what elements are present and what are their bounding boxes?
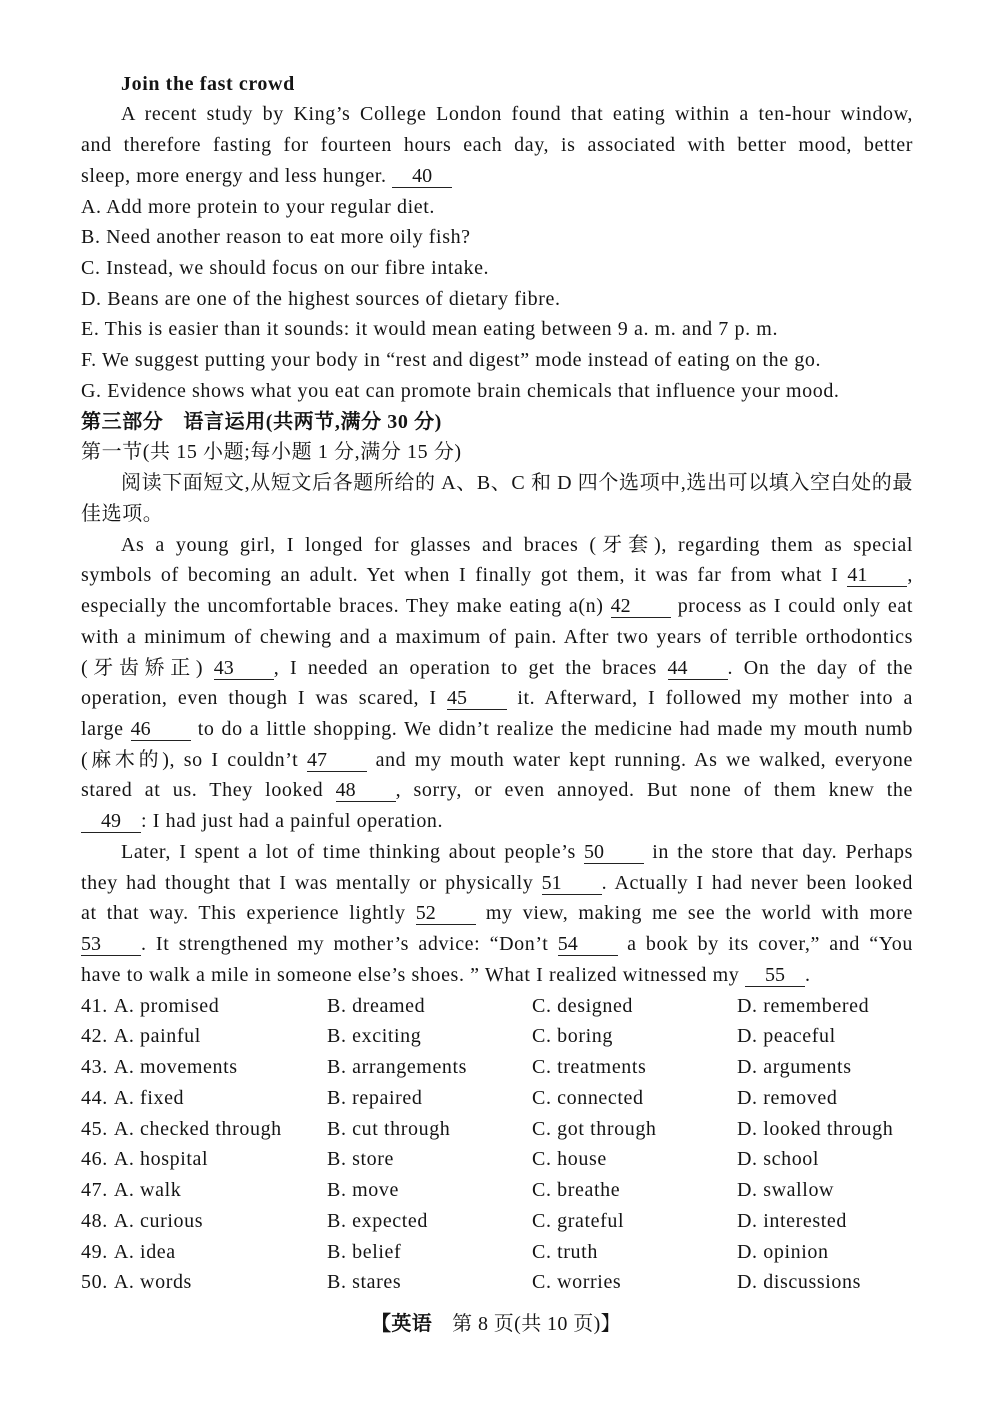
question-first-cell [81, 1175, 327, 1206]
answer-blank: 45 [447, 687, 507, 710]
choice-option: D. arguments [737, 1056, 852, 1079]
question-first-cell [81, 991, 327, 1022]
question-number: 47. [81, 1179, 108, 1202]
question-first-cell [81, 1052, 327, 1083]
choice-option: B. arrangements [327, 1056, 468, 1079]
choice-option: A. walk [113, 1179, 182, 1202]
answer-blank: 48 [336, 779, 396, 802]
cloze-passage-line [81, 530, 913, 561]
instruction-text: 阅读下面短文,从短文后各题所给的 A、B、C 和 D 四个选项中,选出可以填入空白处的最 [121, 472, 913, 495]
footer-page-number: 第 8 页(共 10 页)】 [452, 1313, 622, 1335]
answer-blank: 46 [131, 718, 191, 741]
cloze-passage [81, 530, 913, 991]
question-number: 49. [81, 1240, 108, 1263]
question-row [81, 1206, 913, 1237]
question-first-cell [81, 1083, 327, 1114]
cloze-passage-text: (牙齿矫正) [81, 656, 214, 679]
answer-blank: 54 [558, 933, 618, 956]
part-three-heading [81, 407, 913, 438]
choice-option: D. peaceful [737, 1025, 836, 1048]
answer-option: E. This is easier than it sounds: it would mean eating between 9 a. m. and 7 p. m. [81, 318, 779, 341]
choice-option: D. swallow [737, 1179, 835, 1202]
page-footer [0, 1309, 992, 1339]
choice-option: B. exciting [327, 1025, 422, 1048]
question-row [81, 1052, 913, 1083]
answer-option: C. Instead, we should focus on our fibre intake. [81, 257, 490, 279]
cloze-passage-text: . Actually I had never been looked [601, 871, 913, 894]
cloze-passage-text: have to walk a mile in someone else’s shoes. ” What I realized witnessed my [81, 963, 745, 986]
choice-option: A. promised [113, 994, 220, 1017]
cloze-passage-text: to do a little shopping. We didn’t realize the medicine had made my mouth numb [190, 718, 913, 741]
cloze-passage-line [81, 929, 913, 960]
cloze-passage-text: and my mouth water kept running. As we walked, everyone [366, 748, 913, 771]
question-row [81, 991, 913, 1022]
choice-option: D. school [737, 1148, 820, 1171]
answer-blank: 41 [847, 564, 907, 587]
cloze-passage-text: As a young girl, I longed for glasses and braces (牙套), regarding them as special [121, 533, 913, 556]
cloze-passage-line [81, 745, 913, 776]
answer-blank: 43 [214, 657, 274, 680]
cloze-passage-text: my view, making me see the world with more [475, 902, 914, 925]
cloze-passage-text: stared at us. They looked [81, 779, 336, 802]
choice-option: A. idea [113, 1240, 176, 1263]
instruction-line [81, 468, 913, 499]
answer-option: D. Beans are one of the highest sources of dietary fibre. [81, 287, 561, 310]
cloze-passage-line [81, 868, 913, 899]
question-row [81, 1267, 913, 1298]
choice-option: B. move [327, 1179, 399, 1202]
question-first-cell [81, 1144, 327, 1175]
instructions [81, 468, 913, 529]
question-number: 48. [81, 1209, 108, 1232]
question-row [81, 1083, 913, 1114]
answer-blank: 44 [668, 657, 728, 680]
answer-blank: 49 [81, 810, 141, 833]
cloze-passage-text: . It strengthened my mother’s advice: “Don’t [141, 933, 558, 956]
cloze-passage-text: operation, even though I was scared, I [81, 687, 448, 710]
choice-option: D. discussions [737, 1271, 861, 1294]
cloze-passage-text: . [804, 963, 811, 986]
question-number: 43. [81, 1056, 108, 1079]
choice-option: C. connected [532, 1086, 644, 1109]
reading-passage-line [81, 130, 913, 161]
cloze-passage-text: (麻木的), so I couldn’t [81, 748, 307, 771]
choice-option: A. words [113, 1271, 192, 1294]
cloze-passage-line [81, 775, 913, 806]
choice-option: C. breathe [532, 1179, 621, 1202]
answer-option: A. Add more protein to your regular diet. [81, 195, 435, 218]
answer-blank: 51 [542, 872, 602, 895]
exam-page-content [81, 69, 913, 1298]
answer-option: G. Evidence shows what you eat can promote brain chemicals that influence your mood. [81, 379, 840, 402]
choice-option: B. dreamed [327, 994, 426, 1017]
question-row [81, 1237, 913, 1268]
reading-passage-text: A recent study by King’s College London found that eating within a ten-hour window, [121, 103, 913, 126]
answer-blank: 42 [611, 595, 671, 618]
question-number: 50. [81, 1271, 108, 1294]
choice-option: A. hospital [113, 1148, 209, 1171]
choice-option: A. checked through [113, 1117, 282, 1140]
choice-option: B. store [327, 1148, 395, 1171]
choice-option: D. interested [737, 1209, 847, 1232]
cloze-passage-line [81, 837, 913, 868]
question-first-cell [81, 1206, 327, 1237]
question-number: 42. [81, 1025, 108, 1048]
cloze-passage-text: , I needed an operation to get the braces [273, 656, 668, 679]
choice-option: C. treatments [532, 1056, 647, 1079]
reading-section-title: Join the fast crowd [121, 72, 295, 95]
cloze-passage-line [81, 714, 913, 745]
choice-option: B. belief [327, 1240, 402, 1263]
cloze-passage-text: in the store that day. Perhaps [644, 840, 913, 863]
reading-passage-text: and therefore fasting for fourteen hours each day, is associated with better mood, better [81, 134, 913, 157]
answer-blank: 40 [392, 165, 452, 188]
footer-subject: 【英语 [370, 1313, 433, 1335]
choice-option: A. painful [113, 1025, 201, 1048]
choice-option: A. curious [113, 1209, 204, 1232]
reading-passage-text: sleep, more energy and less hunger. [81, 164, 393, 187]
cloze-passage-text: it. Afterward, I followed my mother into a [507, 687, 913, 710]
reading-passage-line [81, 161, 913, 192]
question-number: 45. [81, 1117, 108, 1140]
cloze-passage-text: symbols of becoming an adult. Yet when I finally got them, it was far from what I [81, 564, 848, 587]
cloze-passage-text: they had thought that I was mentally or physically [81, 871, 542, 894]
choice-option: C. got through [532, 1117, 657, 1140]
cloze-passage-text: . On the day of the [727, 656, 913, 679]
answer-blank: 52 [416, 902, 476, 925]
question-first-cell [81, 1021, 327, 1052]
question-first-cell [81, 1114, 327, 1145]
reading-passage-line [81, 99, 913, 130]
cloze-passage-text: , [907, 564, 913, 587]
answer-option: F. We suggest putting your body in “rest and digest” mode instead of eating on the go. [81, 349, 822, 372]
question-first-cell [81, 1267, 327, 1298]
cloze-passage-line [81, 683, 913, 714]
choice-option: C. grateful [532, 1209, 625, 1232]
cloze-passage-text: , sorry, or even annoyed. But none of them knew the [395, 779, 913, 802]
cloze-passage-text: a book by its cover,” and “You [617, 933, 913, 956]
question-row [81, 1114, 913, 1145]
answer-blank: 50 [584, 841, 644, 864]
cloze-passage-line [81, 560, 913, 591]
cloze-passage-text: large [81, 718, 131, 741]
instruction-text: 佳选项。 [81, 502, 164, 525]
cloze-passage-text: especially the uncomfortable braces. They make eating a(n) [81, 595, 611, 618]
answer-blank: 47 [307, 749, 367, 772]
choice-option: C. boring [532, 1025, 613, 1048]
question-first-cell [81, 1237, 327, 1268]
choice-option: B. repaired [327, 1086, 423, 1109]
reading-passage [81, 99, 913, 191]
cloze-passage-text: at that way. This experience lightly [81, 902, 416, 925]
choice-option: C. designed [532, 994, 634, 1017]
cloze-passage-line [81, 622, 913, 653]
cloze-passage-text: Later, I spent a lot of time thinking about people’s [121, 840, 585, 863]
answer-blank: 53 [81, 933, 141, 956]
choice-option: B. stares [327, 1271, 402, 1294]
choice-option: A. movements [113, 1056, 238, 1079]
part-label: 第三部分 [81, 410, 164, 433]
question-row [81, 1144, 913, 1175]
cloze-passage-line [81, 591, 913, 622]
choice-option: C. house [532, 1148, 607, 1171]
cloze-passage-line [81, 898, 913, 929]
choice-option: D. looked through [737, 1117, 894, 1140]
choice-option: C. worries [532, 1271, 622, 1294]
answer-option: B. Need another reason to eat more oily fish? [81, 226, 471, 249]
cloze-passage-line [81, 806, 913, 837]
part-title: 语言运用(共两节,满分 30 分) [183, 410, 442, 433]
choice-option: C. truth [532, 1240, 598, 1263]
instruction-line [81, 499, 913, 530]
reading-options-list [81, 192, 913, 407]
section-heading: 第一节(共 15 小题;每小题 1 分,满分 15 分) [81, 441, 462, 464]
choice-option: A. fixed [113, 1086, 185, 1109]
cloze-passage-line [81, 653, 913, 684]
choice-option: D. removed [737, 1086, 838, 1109]
question-number: 46. [81, 1148, 108, 1171]
question-row [81, 1021, 913, 1052]
cloze-paragraph [81, 837, 913, 991]
cloze-passage-text: process as I could only eat [670, 595, 913, 618]
question-number: 41. [81, 994, 108, 1017]
choice-option: B. expected [327, 1209, 429, 1232]
question-row [81, 1175, 913, 1206]
cloze-paragraph [81, 530, 913, 837]
answer-blank: 55 [745, 964, 805, 987]
cloze-passage-text: : I had just had a painful operation. [141, 810, 444, 833]
cloze-questions-table [81, 991, 913, 1298]
cloze-passage-text: with a minimum of chewing and a maximum of pain. After two years of terrible orthodontics [81, 625, 913, 648]
choice-option: D. remembered [737, 994, 870, 1017]
choice-option: B. cut through [327, 1117, 451, 1140]
question-number: 44. [81, 1086, 108, 1109]
cloze-passage-line [81, 960, 913, 991]
choice-option: D. opinion [737, 1240, 829, 1263]
